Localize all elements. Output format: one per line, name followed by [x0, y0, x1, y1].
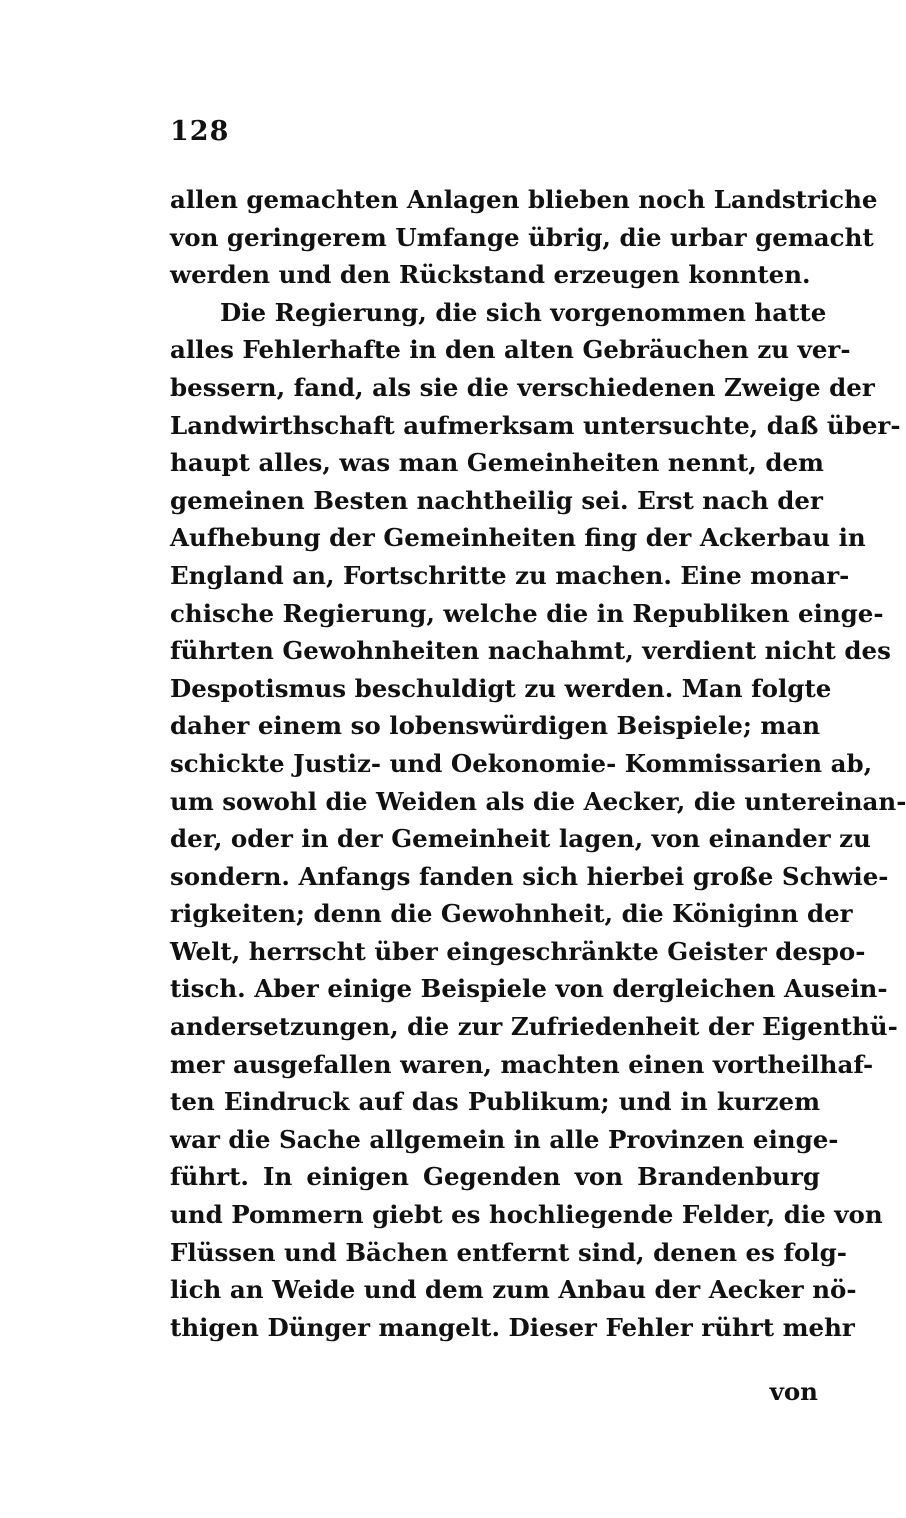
text-line: haupt alles, was man Gemeinheiten nennt, dem	[170, 448, 824, 478]
text-line: Die Regierung, die sich vorgenommen hatte	[220, 297, 827, 327]
text-line: andersetzungen, die zur Zufriedenheit der Eigenthü-	[170, 1012, 898, 1042]
text-line: werden und den Rückstand erzeugen konnten.	[170, 260, 811, 290]
text-line: der, oder in der Gemeinheit lagen, von einander zu	[170, 824, 871, 854]
text-line: bessern, fand, als sie die verschiedenen Zweige der	[170, 372, 875, 402]
text-line: rigkeiten; denn die Gewohnheit, die Königinn der	[170, 899, 853, 929]
text-line: gemeinen Besten nachtheilig sei. Erst nach der	[170, 485, 823, 515]
text-line: um sowohl die Weiden als die Aecker, die untereinan-	[170, 786, 906, 816]
page-number: 128	[170, 116, 230, 147]
text-line: von geringerem Umfange übrig, die urbar gemacht	[170, 222, 874, 252]
text-line: führten Gewohnheiten nachahmt, verdient nicht des	[170, 636, 891, 666]
text-line: daher einem so lobenswürdigen Beispiele; man	[170, 711, 821, 741]
text-line: Welt, herrscht über eingeschränkte Geister despo-	[170, 936, 866, 966]
text-line: Flüssen und Bächen entfernt sind, denen es folg-	[170, 1237, 847, 1267]
text-line: alles Fehlerhafte in den alten Gebräuchen zu ver-	[170, 335, 851, 365]
text-line: Despotismus beschuldigt zu werden. Man folgte	[170, 673, 832, 703]
body-text	[170, 181, 906, 1346]
text-line: Landwirthschaft aufmerksam untersuchte, daß über-	[170, 410, 901, 440]
text-line: Aufhebung der Gemeinheiten fing der Ackerbau in	[170, 523, 866, 553]
text-line: war die Sache allgemein in alle Provinzen einge-	[170, 1124, 839, 1154]
text-line: schickte Justiz- und Oekonomie- Kommissarien ab,	[170, 748, 873, 778]
catchword: von	[769, 1377, 818, 1406]
text-line: chische Regierung, welche die in Republiken einge-	[170, 598, 884, 628]
text-line: allen gemachten Anlagen blieben noch Landstriche	[170, 185, 878, 214]
text-line: führt. In einigen Gegenden von Brandenburg	[170, 1162, 820, 1192]
text-line: tisch. Aber einige Beispiele von dergleichen Ausein-	[170, 974, 888, 1004]
text-line: ten Eindruck auf das Publikum; und in kurzem	[170, 1087, 820, 1117]
text-line: sondern. Anfangs fanden sich hierbei große Schwie-	[170, 861, 889, 891]
text-line: England an, Fortschritte zu machen. Eine monar-	[170, 560, 850, 590]
text-line: thigen Dünger mangelt. Dieser Fehler rührt mehr	[170, 1312, 855, 1342]
text-line: mer ausgefallen waren, machten einen vortheilhaf-	[170, 1049, 874, 1079]
text-line: und Pommern giebt es hochliegende Felder, die von	[170, 1200, 883, 1230]
text-line: lich an Weide und dem zum Anbau der Aecker nö-	[170, 1275, 857, 1305]
